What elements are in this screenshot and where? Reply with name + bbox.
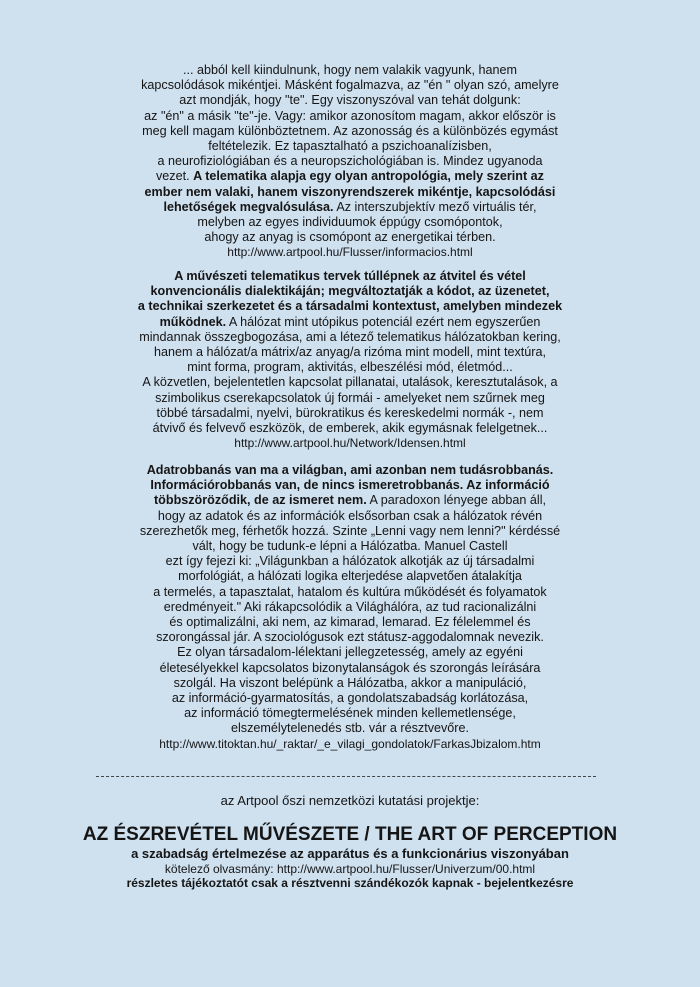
project-subtitle: a szabadság értelmezése az apparátus és a funkcionárius viszonyában	[131, 846, 569, 861]
text-line: meg kell magam különböztetnem. Az azonosság és a különbözés egymást	[142, 123, 558, 138]
text-line: melyben az egyes individuumok éppúgy csomópontok,	[197, 215, 503, 230]
text-line: a termelés, a tapasztalat, hatalom és kultúra működését és folyamatok	[153, 584, 547, 599]
text-segment: Az interszubjektív mező virtuális tér,	[333, 199, 537, 214]
text-line: és optimalizálni, aki nem, az kimarad, lemarad. Ez félelemmel és	[169, 615, 531, 630]
text-line: ... abból kell kiindulnunk, hogy nem valakik vagyunk, hanem	[183, 63, 517, 77]
text-line	[58, 493, 642, 508]
text-line: Ez olyan társadalom-lélektani jellegzetesség, amely az egyéni	[177, 645, 523, 660]
text-line: azt mondják, hogy "te". Egy viszonyszóval van tehát dolgunk:	[179, 93, 521, 108]
text-line: szimbolikus cserekapcsolatok új formái - amelyeket nem szűrnek meg	[155, 390, 545, 405]
text-line: szolgál. Ha viszont belépünk a Hálózatba, akkor a manipuláció,	[173, 675, 527, 690]
text-line	[58, 315, 642, 330]
text-segment: A hálózat mint utópikus potenciál ezért nem egyszerűen	[226, 314, 541, 329]
text-line: mint forma, program, aktivitás, elbeszélési mód, életmód...	[187, 360, 513, 375]
text-line: A közvetlen, bejelentetlen kapcsolat pillanatai, utalások, keresztutalások, a	[142, 375, 558, 390]
text-line: az információ tömegtermelésének minden kellemetlensége,	[184, 706, 516, 721]
text-line: ember nem valaki, hanem viszonyrendszerek mikéntje, kapcsolódási	[144, 184, 556, 199]
bold-text-segment: A telematika alapja egy olyan antropológia, mely szerint az	[193, 169, 544, 184]
paragraph-lines	[58, 463, 642, 737]
text-line: konvencionális dialektikáján; megváltoztatják a kódot, az üzenetet,	[150, 284, 550, 299]
text-line: az információ-gyarmatosítás, a gondolatszabadság korlátozása,	[171, 691, 529, 706]
paragraph-lines	[58, 63, 642, 245]
text-line: életesélyekkel kapcsolatos bizonytalanságok és szorongás leírására	[159, 660, 541, 675]
text-line: átvivő és felvevő eszközök, de emberek, akik egymásnak felelgetnek...	[152, 421, 548, 436]
text-line: többé társadalmi, nyelvi, bürokratikus és kereskedelmi normák -, nem	[156, 405, 544, 420]
text-line: eredményeit." Aki rákapcsolódik a Világhálóra, az tud racionalizálni	[163, 599, 537, 614]
text-segment: vezet.	[156, 169, 194, 184]
text-line	[58, 169, 642, 184]
bold-text-segment: többszöröződik, de az ismeret nem.	[153, 493, 367, 508]
text-line: hogy az adatok és az információk elsősorban csak a hálózatok révén	[157, 508, 543, 523]
text-line: ahogy az anyag is csomópont az energetikai térben.	[204, 230, 496, 245]
paragraph-flusser	[58, 63, 642, 261]
text-line	[58, 200, 642, 215]
announcement-intro: az Artpool őszi nemzetközi kutatási projektje:	[220, 793, 480, 808]
text-line: Információrobbanás van, de nincs ismeretrobbanás. Az információ	[150, 478, 550, 493]
source-url: http://www.artpool.hu/Network/Idensen.html	[234, 436, 466, 451]
text-line: szorongással jár. A szociológusok ezt státusz-aggodalomnak nevezik.	[156, 630, 544, 645]
source-url: http://www.titoktan.hu/_raktar/_e_vilagi_gondolatok/FarkasJbizalom.htm	[159, 736, 541, 751]
text-line: A művészeti telematikus tervek túllépnek az átvitel és vétel	[174, 269, 526, 283]
registration-note: részletes tájékoztatót csak a résztvenni szándékozók kapnak - bejelentkezésre	[126, 876, 574, 890]
text-segment: A paradoxon lényege abban áll,	[366, 493, 546, 508]
source-url: http://www.artpool.hu/Flusser/informacios.html	[227, 245, 473, 260]
text-line: a technikai szerkezetet és a társadalmi kontextust, amelyben mindezek	[137, 299, 563, 314]
project-title: AZ ÉSZREVÉTEL MŰVÉSZETE / THE ART OF PERCEPTION	[82, 824, 618, 845]
text-line: kapcsolódások mikéntjei. Másként fogalmazva, az "én " olyan szó, amelyre	[141, 78, 559, 93]
paragraph-lines	[58, 269, 642, 436]
text-line: elszemélytelenedés stb. vár a résztvevőre.	[231, 721, 469, 736]
text-line: ezt így fejezi ki: „Világunkban a hálózatok alkotják az új társadalmi	[165, 554, 535, 569]
text-line: az "én" a másik "te"-je. Vagy: amikor azonosítom magam, akkor először is	[144, 108, 556, 123]
text-line: szerezhetők meg, férhetők hozzá. Szinte „Lenni vagy nem lenni?" kérdéssé	[139, 523, 561, 538]
text-line: a neurofiziológiában és a neuropszichológiában is. Mindez ugyanoda	[157, 154, 543, 169]
text-line: hanem a hálózat/a mátrix/az anyag/a rizóma mint modell, mint textúra,	[154, 345, 546, 360]
bold-text-segment: működnek.	[159, 314, 227, 329]
bold-text-segment: lehetőségek megvalósulása.	[163, 199, 334, 214]
text-line: Adatrobbanás van ma a világban, ami azonban nem tudásrobbanás.	[146, 463, 554, 477]
paragraph-farkas	[58, 463, 642, 752]
paragraph-idensen	[58, 269, 642, 451]
text-line: vált, hogy be tudunk-e lépni a Hálózatba. Manuel Castell	[192, 539, 508, 554]
text-line: mindannak összegbogozása, ami a létező telematikus hálózatokban kering,	[139, 329, 561, 344]
dashed-divider	[96, 776, 596, 777]
text-line: morfológiát, a hálózati logika elterjedése alapvetően átalakítja	[178, 569, 522, 584]
required-reading: kötelező olvasmány: http://www.artpool.hu/Flusser/Univerzum/00.html	[164, 862, 536, 876]
text-line: feltételezik. Ez tapasztalható a pszichoanalízisben,	[208, 139, 492, 154]
project-announcement	[40, 793, 660, 890]
